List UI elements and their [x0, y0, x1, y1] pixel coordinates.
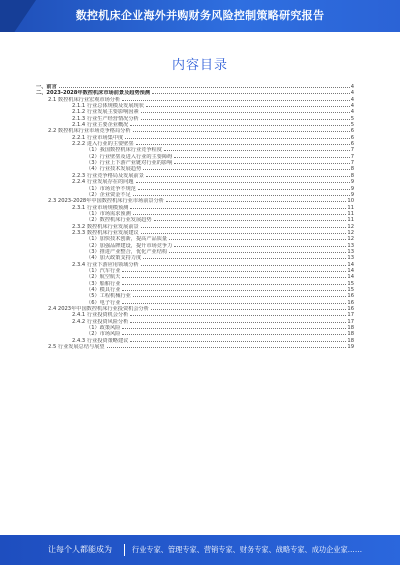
toc-entry-page: 14	[347, 267, 354, 274]
toc-entry-page: 4	[350, 103, 354, 110]
toc-leader-dots	[152, 93, 350, 94]
toc-leader-dots	[169, 239, 346, 240]
toc-entry-title: 2.1.1 行业总体规模及发展现状	[72, 103, 144, 110]
toc-entry-title: （5）工程机械行业	[86, 293, 131, 300]
toc-entry-title: 2.2.4 行业发展存在的问题	[72, 179, 134, 186]
toc-entry-page: 4	[350, 90, 354, 97]
toc-leader-dots	[125, 138, 350, 139]
toc-entry-page: 17	[347, 312, 354, 319]
toc-entry-page: 13	[347, 248, 354, 255]
toc-leader-dots	[174, 163, 349, 164]
toc-entry[interactable]	[36, 344, 354, 350]
toc-leader-dots	[169, 252, 346, 253]
toc-leader-dots	[59, 87, 350, 88]
toc-entry-page: 6	[350, 141, 354, 148]
toc-leader-dots	[122, 334, 346, 335]
toc-leader-dots	[146, 106, 350, 107]
toc-entry-title: （1）市场需求预测	[86, 210, 131, 217]
toc-leader-dots	[122, 290, 346, 291]
toc-leader-dots	[166, 201, 346, 202]
toc-entry-page: 8	[350, 172, 354, 179]
toc-entry-title: （3）推进产业整合，优化产业结构	[86, 248, 168, 255]
toc-leader-dots	[141, 227, 347, 228]
toc-entry-title: （2）行业壁垒及进入行业的主要障碍	[86, 153, 173, 160]
toc-leader-dots	[133, 296, 347, 297]
page-footer-banner	[0, 535, 400, 565]
toc-leader-dots	[122, 277, 346, 278]
toc-entry-page: 17	[347, 318, 354, 325]
toc-entry-page: 11	[347, 204, 354, 211]
toc-entry-page: 6	[350, 134, 354, 141]
toc-entry-page: 4	[350, 84, 354, 90]
toc-entry-page: 14	[347, 274, 354, 281]
toc-entry-page: 12	[347, 229, 354, 236]
toc-leader-dots	[141, 233, 347, 234]
toc-entry-page: 12	[347, 223, 354, 230]
toc-entry-title: 2.5 行业发展总结与展望	[48, 344, 105, 351]
toc-leader-dots	[136, 182, 350, 183]
toc-entry-title: 2.4.1 行业投资机会分析	[72, 312, 129, 319]
toc-entry-page: 15	[347, 280, 354, 287]
page-header-banner	[0, 0, 400, 32]
toc-leader-dots	[136, 144, 350, 145]
toc-entry-title: （2）数控机床行业发展趋势	[86, 217, 152, 224]
toc-entry-title: （3）行业上下游产业链对行业的影响	[86, 160, 173, 167]
toc-entry-title: （1）加快技术创新，提高产品质量	[86, 236, 168, 243]
toc-leader-dots	[146, 176, 350, 177]
toc-entry-title: 2.1.3 行业生产经营情况分析	[72, 115, 139, 122]
toc-entry-page: 18	[347, 325, 354, 332]
toc-leader-dots	[122, 271, 346, 272]
toc-entry-title: 2.3.4 行业下游应用领域分析	[72, 261, 139, 268]
toc-leader-dots	[154, 220, 347, 221]
toc-entry-page: 7	[350, 160, 354, 167]
toc-entry-page: 19	[347, 344, 354, 351]
footer-divider	[124, 544, 125, 556]
toc-entry-page: 7	[350, 147, 354, 154]
toc-entry-title: 2.2.2 进入行业的主要壁垒	[72, 141, 134, 148]
toc-entry-title: （2）企业资金不足	[86, 191, 131, 198]
toc-leader-dots	[122, 100, 350, 101]
toc-entry-page: 12	[347, 236, 354, 243]
toc-leader-dots	[164, 150, 350, 151]
toc-entry-title: 2.3.3 数控机床行业发展建议	[72, 229, 139, 236]
toc-entry-page: 14	[347, 261, 354, 268]
toc-entry-title: 2.2.3 行业竞争格局及发展前景	[72, 172, 144, 179]
toc-leader-dots	[174, 157, 349, 158]
footer-slogan-right: 行业专家、管理专家、营销专家、财务专家、战略专家、成功企业家……	[132, 545, 363, 554]
toc-entry-page: 4	[350, 109, 354, 116]
toc-leader-dots	[122, 284, 346, 285]
toc-entry-page: 7	[350, 153, 354, 160]
toc-entry-page: 15	[347, 287, 354, 293]
toc-entry-title: 2.3.1 行业市场规模预测	[72, 204, 129, 211]
toc-entry-title: （1）汽车行业	[86, 267, 121, 274]
toc-entry-page: 13	[347, 242, 354, 249]
toc-entry-title: （1）政策风险	[86, 325, 121, 332]
toc-entry-title: 2.1.4 行业主要企业概况	[72, 122, 129, 129]
toc-entry-title: （2）市场风险	[86, 331, 121, 338]
toc-entry-title: （1）市场竞争不规范	[86, 185, 136, 192]
toc-entry-page: 4	[350, 96, 354, 103]
toc-entry-title: 二、2023-2028年数控机床市场前景及趋势预测	[36, 90, 151, 97]
toc-entry-page: 5	[350, 115, 354, 122]
toc-entry-page: 5	[350, 122, 354, 129]
toc-entry-title: （4）模具行业	[86, 287, 121, 293]
toc-entry-title: 2.2 数控机床行业市场竞争格局分析	[48, 128, 131, 135]
toc-entry-title: （4）加大政策支持力度	[86, 255, 142, 262]
toc-leader-dots	[143, 258, 346, 259]
toc-entry-page: 9	[350, 191, 354, 198]
toc-entry-title: 2.3.2 数控机床行业发展前景	[72, 223, 139, 230]
toc-entry-page: 16	[347, 299, 354, 306]
toc-entry-title: 2.4.3 行业投资策略建议	[72, 337, 129, 344]
toc-leader-dots	[130, 341, 346, 342]
toc-leader-dots	[141, 119, 350, 120]
toc-leader-dots	[130, 322, 346, 323]
toc-entry-page: 9	[350, 185, 354, 192]
toc-entry-title: （3）船舶行业	[86, 280, 121, 287]
toc-leader-dots	[130, 125, 349, 126]
toc-leader-dots	[174, 246, 346, 247]
toc-entry-page: 11	[347, 210, 354, 217]
toc-leader-dots	[133, 131, 350, 132]
toc-entry-page: 16	[347, 306, 354, 313]
toc-entry-title: 一、前言	[36, 84, 57, 90]
toc-leader-dots	[141, 265, 347, 266]
toc-leader-dots	[122, 303, 346, 304]
toc-entry-page: 6	[350, 128, 354, 135]
toc-entry-page: 8	[350, 166, 354, 173]
toc-entry-title: 2.1 数控机床行业宏观市场分析	[48, 96, 121, 103]
toc-leader-dots	[143, 169, 350, 170]
toc-leader-dots	[133, 214, 347, 215]
toc-entry-title: 2.2.1 行业市场集中度	[72, 134, 124, 141]
toc-entry-title: （1）我国数控机床行业竞争程度	[86, 147, 162, 154]
toc-entry-title: （4）行业技术发展趋势	[86, 166, 142, 173]
toc-leader-dots	[130, 315, 346, 316]
toc-entry-page: 16	[347, 293, 354, 300]
toc-entry-page: 10	[347, 198, 354, 205]
toc-leader-dots	[141, 112, 350, 113]
toc-leader-dots	[151, 309, 346, 310]
footer-slogan-left: 让每个人都能成为	[48, 545, 112, 554]
toc-entry-title: （2）航空航天	[86, 274, 121, 281]
toc-entry-title: 2.3 2023-2028年中国数控机床行业市场前景分析	[48, 198, 164, 205]
toc-heading: 内容目录	[171, 58, 228, 73]
toc-leader-dots	[122, 328, 346, 329]
toc-entry-page: 9	[350, 179, 354, 186]
toc-leader-dots	[133, 195, 350, 196]
toc-entry-title: 2.4 2023年中国数控机床行业投资机会分析	[48, 306, 149, 313]
toc-entry-page: 18	[347, 337, 354, 344]
table-of-contents	[36, 84, 354, 350]
toc-entry-page: 13	[347, 255, 354, 262]
toc-entry-title: （6）电子行业	[86, 299, 121, 306]
report-title: 数控机床企业海外并购财务风险控制策略研究报告	[75, 9, 325, 22]
toc-leader-dots	[130, 208, 346, 209]
toc-leader-dots	[138, 189, 350, 190]
toc-entry-title: 2.1.2 行业发展主要影响因素	[72, 109, 139, 116]
toc-entry-page: 11	[347, 217, 354, 224]
toc-leader-dots	[107, 347, 347, 348]
toc-entry-title: 2.4.2 行业投资风险分析	[72, 318, 129, 325]
toc-entry-title: （2）加强品牌建设，提升市场竞争力	[86, 242, 173, 249]
toc-entry-page: 18	[347, 331, 354, 338]
